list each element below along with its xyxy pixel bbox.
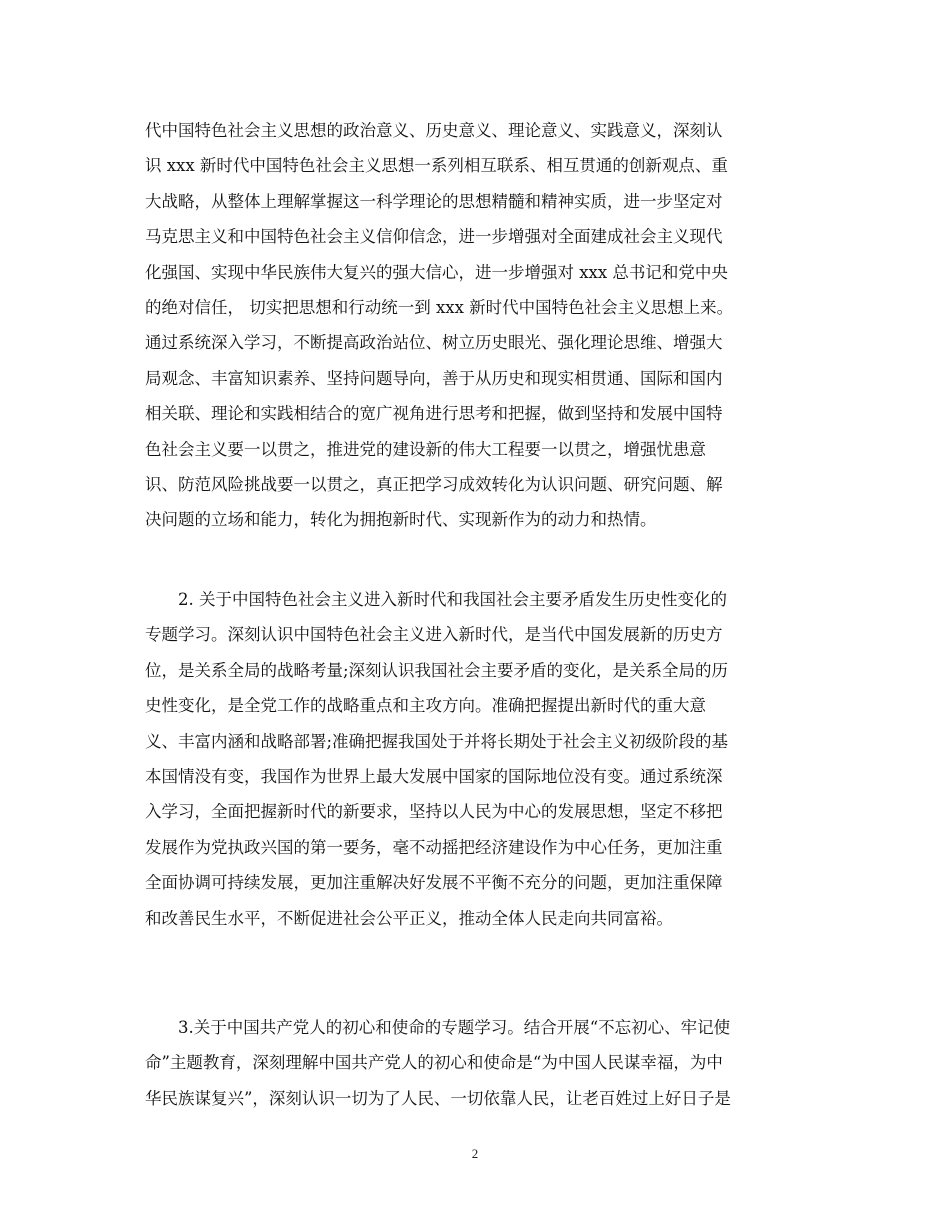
text-line: 识 xxx 新时代中国特色社会主义思想一系列相互联系、相互贯通的创新观点、重	[145, 156, 728, 176]
text-line: 2. 关于中国特色社会主义进入新时代和我国社会主要矛盾发生历史性变化的	[145, 590, 727, 609]
text-line: 大战略，从整体上理解掌握这一科学理论的思想精髓和精神实质，进一步坚定对	[145, 191, 723, 211]
paragraph-2	[145, 582, 810, 936]
text-line: 色社会主义要一以贯之，推进党的建设新的伟大工程要一以贯之，增强忧患意	[145, 439, 706, 459]
text-line: 华民族谋复兴”，深刻认识一切为了人民、一切依靠人民，让老百姓过上好日子是	[145, 1088, 731, 1108]
text-line: 位，是关系全局的战略考量;深刻认识我国社会主要矛盾的变化，是关系全局的历	[145, 660, 729, 680]
text-line: 入学习，全面把握新时代的新要求，坚持以人民为中心的发展思想，坚定不移把	[145, 802, 723, 822]
text-line: 代中国特色社会主义思想的政治意义、历史意义、理论意义、实践意义，深刻认	[145, 121, 723, 140]
text-line: 3.关于中国共产党人的初心和使命的专题学习。结合开展“不忘初心、牢记使	[145, 1018, 731, 1037]
text-line: 和改善民生水平，不断促进社会公平正义，推动全体人民走向共同富裕。	[145, 908, 673, 928]
text-line: 全面协调可持续发展，更加注重解决好发展不平衡不充分的问题，更加注重保障	[145, 873, 723, 893]
text-line: 史性变化，是全党工作的战略重点和主攻方向。准确把握提出新时代的重大意	[145, 696, 706, 716]
text-line: 命”主题教育，深刻理解中国共产党人的初心和使命是“为中国人民谋幸福，为中	[145, 1053, 723, 1073]
paragraph-1	[145, 113, 810, 538]
text-line: 义、丰富内涵和战略部署;准确把握我国处于并将长期处于社会主义初级阶段的基	[145, 731, 729, 751]
text-line: 专题学习。深刻认识中国特色社会主义进入新时代，是当代中国发展新的历史方	[145, 625, 723, 645]
text-line: 相关联、理论和实践相结合的宽广视角进行思考和把握，做到坚持和发展中国特	[145, 404, 723, 424]
text-line: 化强国、实现中华民族伟大复兴的强大信心，进一步增强对 xxx 总书记和党中央	[145, 262, 728, 282]
text-line: 决问题的立场和能力，转化为拥抱新时代、实现新作为的动力和热情。	[145, 510, 657, 530]
page-number: 2	[471, 1146, 479, 1161]
text-line: 马克思主义和中国特色社会主义信仰信念，进一步增强对全面建成社会主义现代	[145, 227, 723, 247]
text-line: 通过系统深入学习，不断提高政治站位、树立历史眼光、强化理论思维、增强大	[145, 333, 723, 353]
text-line: 的绝对信任， 切实把思想和行动统一到 xxx 新时代中国特色社会主义思想上来。	[145, 297, 734, 317]
paragraph-3	[145, 1010, 810, 1116]
text-line: 识、防范风险挑战要一以贯之，真正把学习成效转化为认识问题、研究问题、解	[145, 474, 723, 494]
text-line: 本国情没有变，我国作为世界上最大发展中国家的国际地位没有变。通过系统深	[145, 766, 723, 786]
text-line: 发展作为党执政兴国的第一要务，毫不动摇把经济建设作为中心任务，更加注重	[145, 837, 723, 857]
text-line: 局观念、丰富知识素养、坚持问题导向，善于从历史和现实相贯通、国际和国内	[145, 368, 723, 388]
